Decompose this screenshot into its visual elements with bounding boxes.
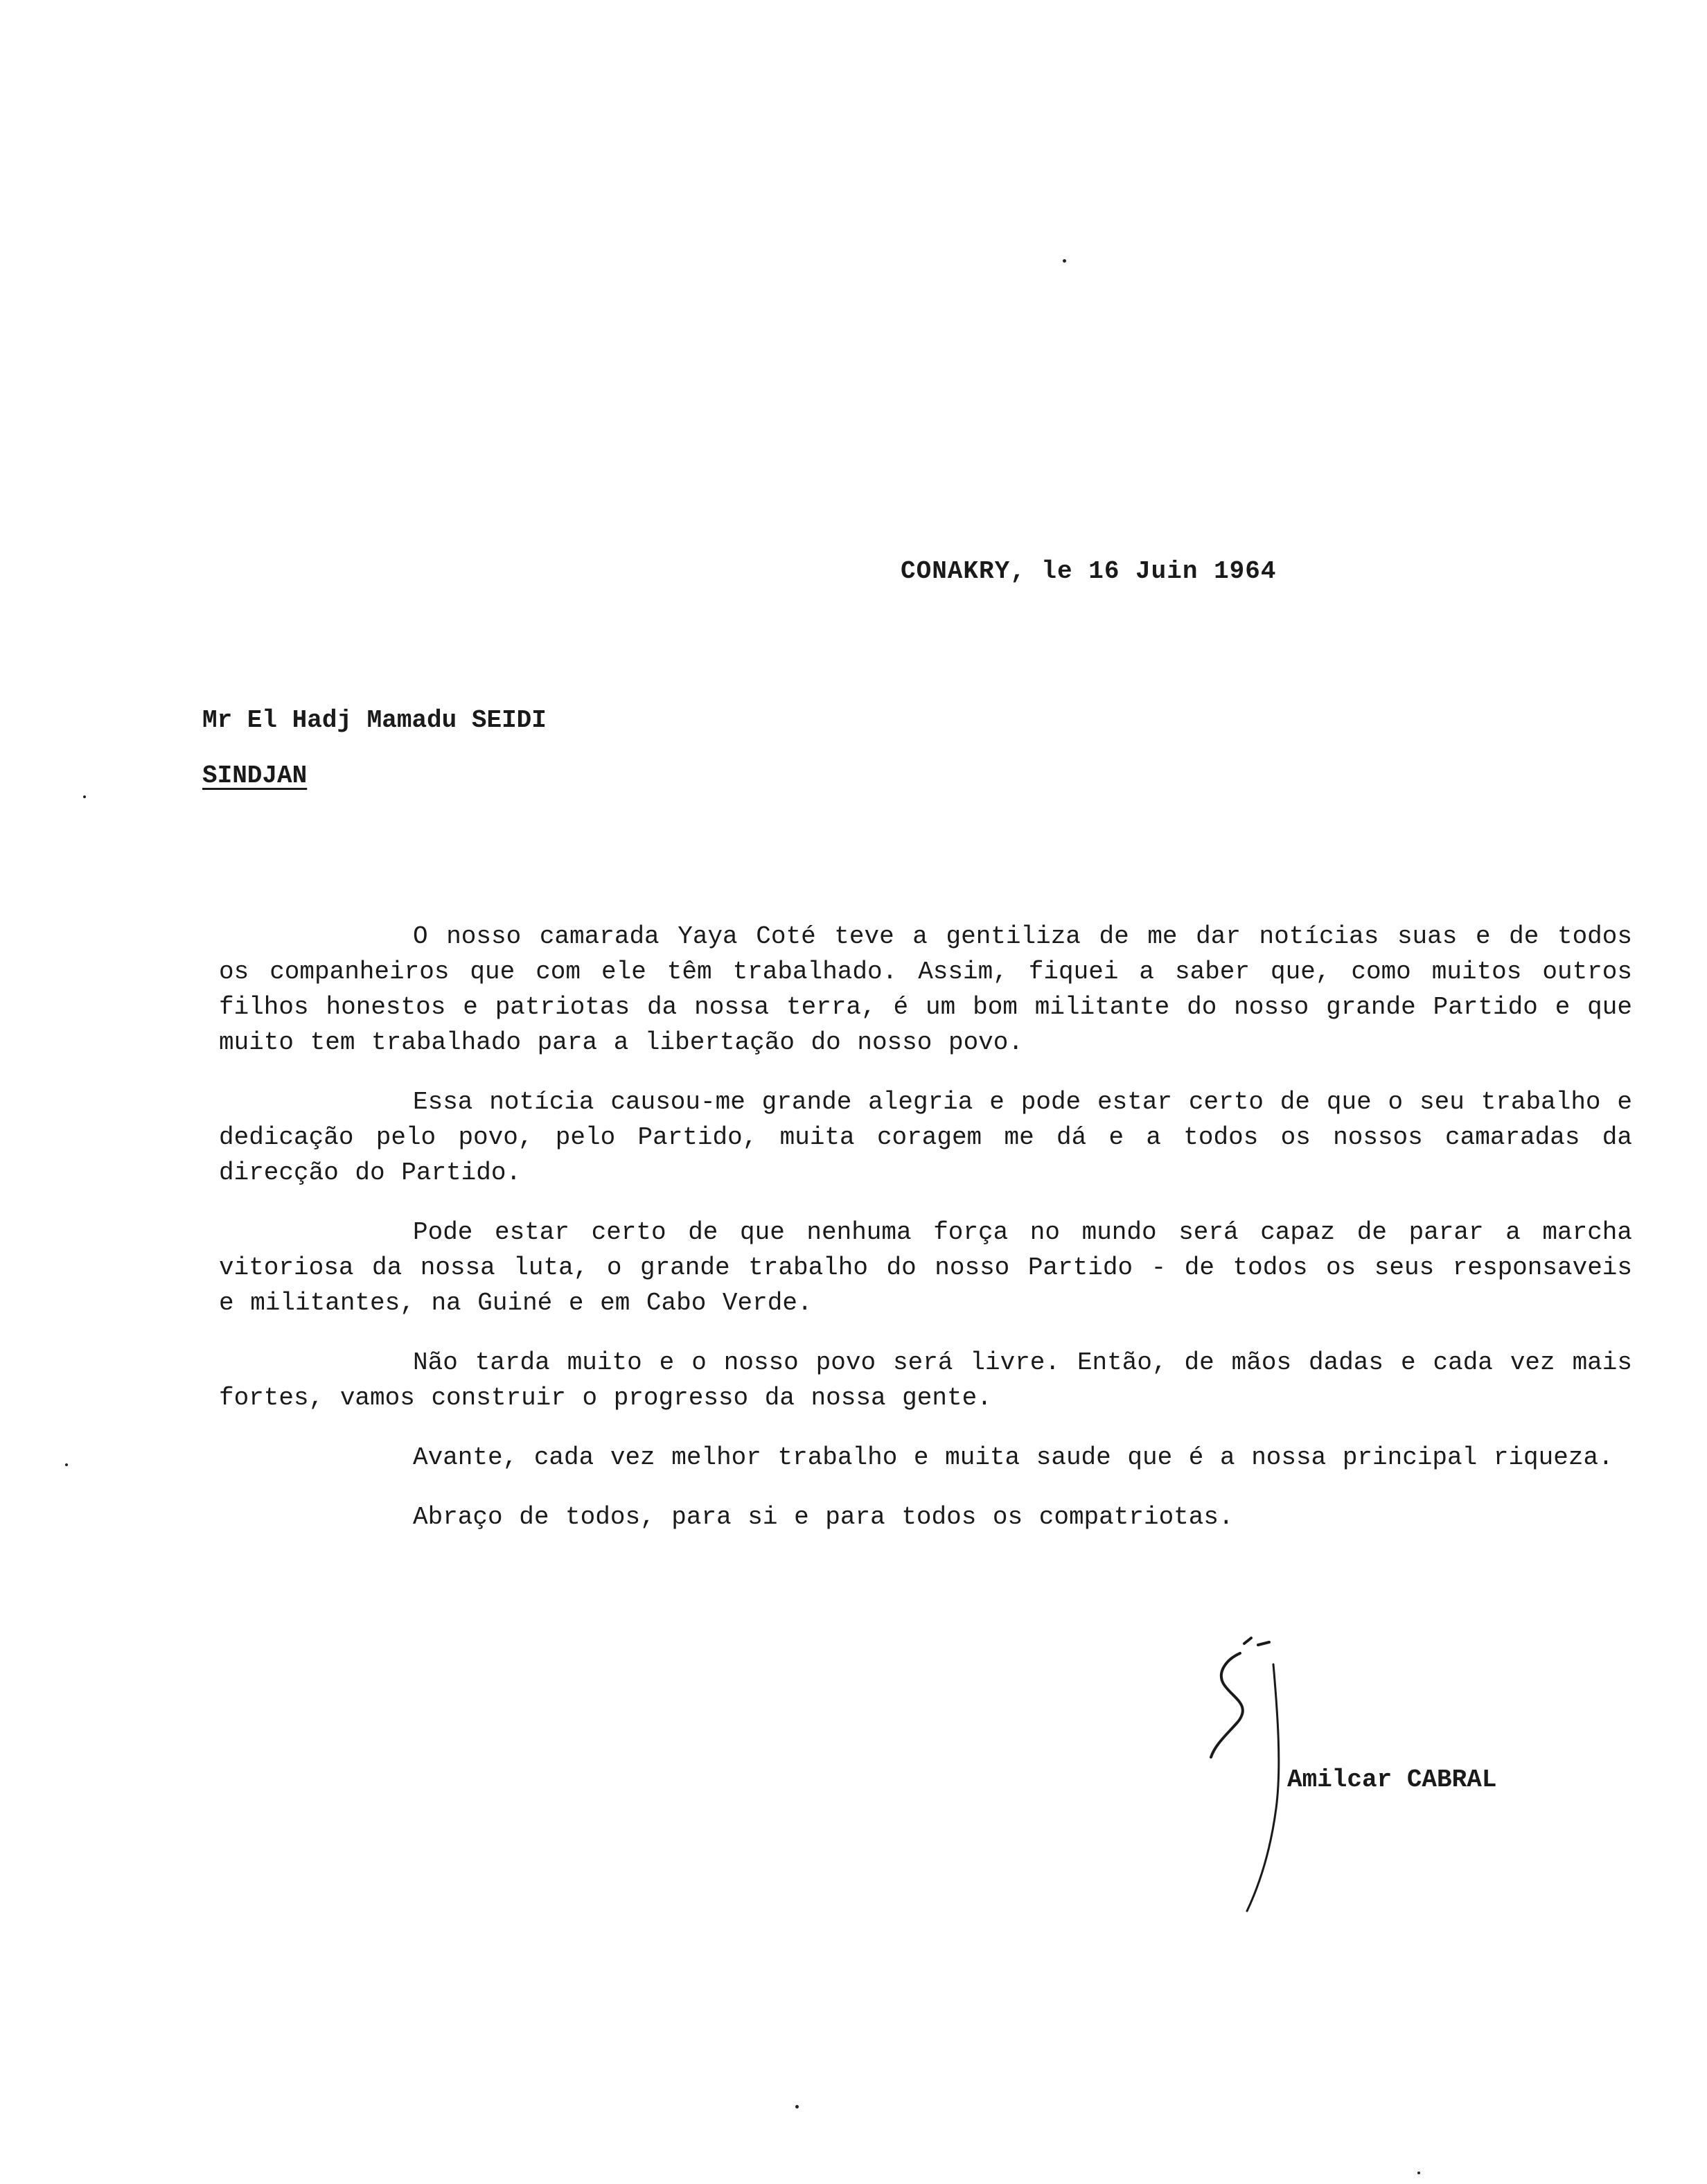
letter-paragraph: O nosso camarada Yaya Coté teve a gentiliza de me dar notícias suas e de todos os companheiros que com ele têm trabalhado. Assim, fiquei a saber que, como muitos outros filhos honestos e patriotas da nossa terra, é um bom militante do nosso grande Partido e que muito tem trabalhado para a libertação do nosso povo. bbox=[219, 922, 1632, 1057]
addressee-place: SINDJAN bbox=[202, 761, 308, 790]
letter-paragraph: Pode estar certo de que nenhuma força no mundo será capaz de parar a marcha vitoriosa da nossa luta, o grande trabalho do nosso Partido - de todos os seus responsaveis e militantes, na Guiné e em Cabo Verde. bbox=[219, 1218, 1632, 1317]
letter-addressee bbox=[202, 693, 547, 804]
letter-paragraph: Abraço de todos, para si e para todos os compatriotas. bbox=[413, 1503, 1234, 1531]
signature-name: Amilcar CABRAL bbox=[1287, 1765, 1497, 1794]
scan-speck bbox=[83, 795, 86, 798]
addressee-name: Mr El Hadj Mamadu SEIDI bbox=[202, 706, 547, 734]
letter-dateline: CONAKRY, le 16 Juin 1964 bbox=[901, 557, 1277, 585]
letter-paragraph: Essa notícia causou-me grande alegria e pode estar certo de que o seu trabalho e dedicação pelo povo, pelo Partido, muita coragem me dá e a todos os nossos camaradas da direcção do Partido. bbox=[219, 1088, 1632, 1187]
scan-speck bbox=[1063, 259, 1066, 263]
scan-speck bbox=[65, 1463, 68, 1466]
letter-paragraph: Não tarda muito e o nosso povo será livre. Então, de mãos dadas e cada vez mais fortes, vamos construir o progresso da nossa gente. bbox=[219, 1348, 1632, 1412]
letter-body bbox=[219, 919, 1632, 1559]
scan-speck bbox=[1417, 2172, 1420, 2174]
letter-paragraph: Avante, cada vez melhor trabalho e muita saude que é a nossa principal riqueza. bbox=[413, 1443, 1613, 1472]
scan-speck bbox=[795, 2105, 799, 2108]
